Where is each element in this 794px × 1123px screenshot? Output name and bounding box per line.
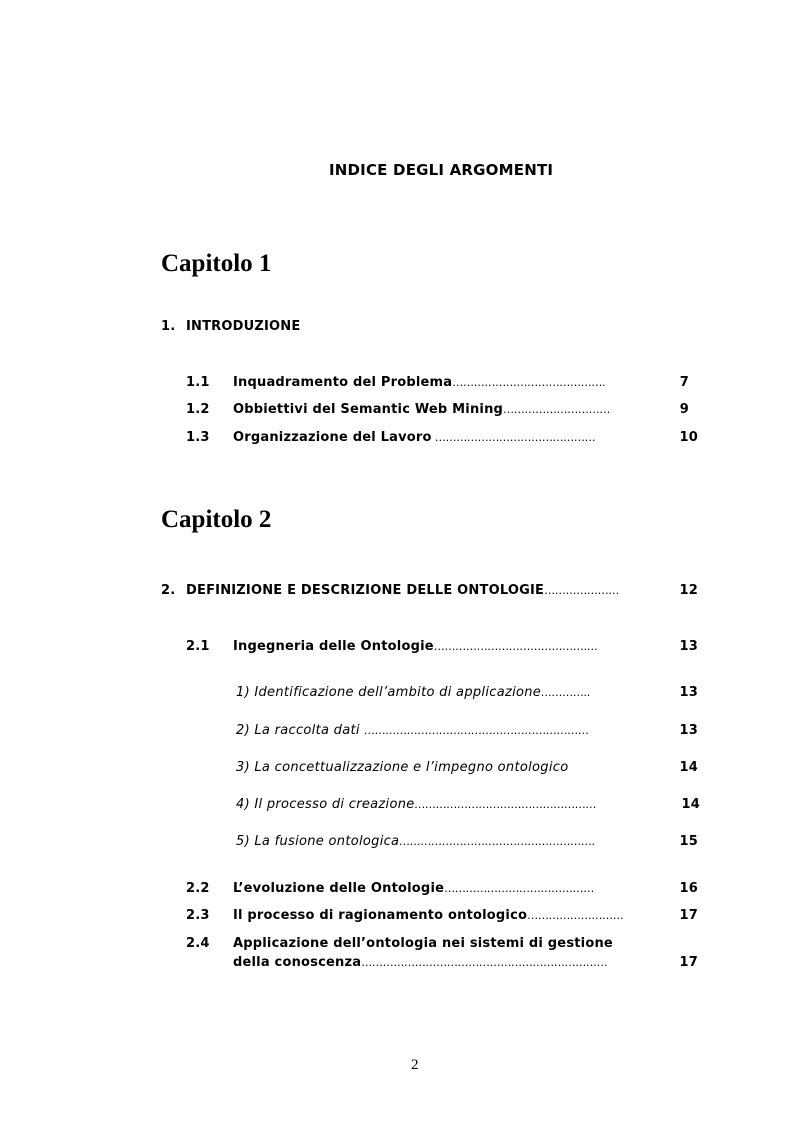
entry-2-1-page: 13: [679, 639, 698, 654]
chapter-1-heading: Capitolo 1: [161, 250, 272, 277]
leader-dots: …………………: [544, 584, 619, 597]
entry-2-4-page: 17: [679, 955, 698, 970]
section-2-number: 2.: [161, 583, 176, 598]
leader-dots: …………………………: [503, 403, 611, 416]
section-2-title: [186, 583, 619, 598]
chapter-2-heading: Capitolo 2: [161, 506, 272, 533]
leader-dots: ……………………………………………: [414, 798, 597, 811]
entry-title-text: Obbiettivi del Semantic Web Mining: [233, 402, 504, 417]
subentry-5-page: 15: [679, 834, 698, 849]
subentry-title-text: 4) Il processo di creazione: [236, 797, 415, 812]
page-number: 2: [411, 1057, 419, 1073]
entry-title-text: Ingegneria delle Ontologie: [233, 639, 434, 654]
leader-dots: …………………………………….: [452, 376, 606, 389]
section-title-text: DEFINIZIONE E DESCRIZIONE DELLE ONTOLOGIE: [186, 583, 545, 598]
subentry-3-title: [236, 760, 568, 775]
entry-2-2-number: 2.2: [186, 881, 210, 896]
subentry-2-page: 13: [679, 723, 698, 738]
entry-1-2-page: 9: [679, 402, 689, 417]
leader-dots: ………………………: [527, 909, 624, 922]
entry-1-1-number: 1.1: [186, 375, 210, 390]
entry-2-2-title: [233, 881, 594, 896]
entry-title-text: Organizzazione del Lavoro: [233, 430, 432, 445]
subentry-title-text: 1) Identificazione dell’ambito di applicazione: [236, 685, 542, 700]
subentry-title-text: 3) La concettualizzazione e l’impegno ontologico: [236, 760, 569, 775]
entry-title-text: della conoscenza: [233, 955, 362, 970]
entry-1-3-page: 10: [679, 430, 698, 445]
section-1-title: INTRODUZIONE: [186, 319, 301, 334]
subentry-4-title: [236, 797, 596, 812]
entry-2-3-title: [233, 908, 623, 923]
entry-title-text: L’evoluzione delle Ontologie: [233, 881, 445, 896]
leader-dots: ………………………………………: [431, 431, 596, 444]
subentry-2-title: [236, 723, 589, 738]
entry-1-3-title: [233, 430, 595, 445]
section-1-number: 1.: [161, 319, 176, 334]
leader-dots: ……………………………………………….: [399, 835, 596, 848]
leader-dots: ……………………………………………………………: [361, 956, 608, 969]
entry-1-2-title: [233, 402, 610, 417]
entry-2-1-number: 2.1: [186, 639, 210, 654]
leader-dots: ………………………………………………………: [364, 724, 589, 737]
subentry-title-text: 2) La raccolta dati: [236, 723, 365, 738]
subentry-1-title: [236, 685, 590, 700]
entry-title-text: Inquadramento del Problema: [233, 375, 453, 390]
entry-2-3-number: 2.3: [186, 908, 210, 923]
subentry-title-text: 5) La fusione ontologica: [236, 834, 400, 849]
leader-dots: …………………………………….…: [433, 640, 598, 653]
leader-dots: ……………………………………: [444, 882, 594, 895]
entry-2-3-page: 17: [679, 908, 698, 923]
entry-2-2-page: 16: [679, 881, 698, 896]
entry-1-2-number: 1.2: [186, 402, 210, 417]
entry-title-text: Il processo di ragionamento ontologico: [233, 908, 528, 923]
subentry-3-page: 14: [679, 760, 698, 775]
subentry-1-page: 13: [679, 685, 698, 700]
entry-1-1-title: [233, 375, 605, 390]
entry-1-1-page: 7: [679, 375, 689, 390]
leader-dots: …………..: [541, 686, 591, 699]
entry-1-3-number: 1.3: [186, 430, 210, 445]
toc-title: INDICE DEGLI ARGOMENTI: [329, 161, 554, 179]
section-2-page: 12: [679, 583, 698, 598]
entry-2-4-number: 2.4: [186, 936, 210, 951]
entry-2-4-title-cont: [233, 955, 607, 970]
subentry-4-page: 14: [681, 797, 700, 812]
subentry-5-title: [236, 834, 595, 849]
entry-2-4-title: Applicazione dell’ontologia nei sistemi di gestione: [233, 936, 613, 951]
entry-2-1-title: [233, 639, 597, 654]
